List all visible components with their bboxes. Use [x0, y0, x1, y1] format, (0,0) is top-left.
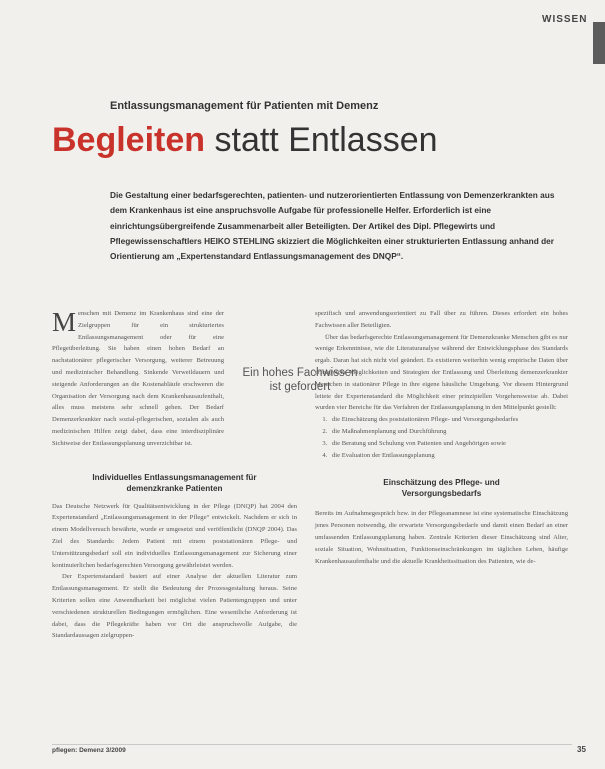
intro-paragraph [52, 308, 224, 450]
right-paragraph-2: Über das bedarfsgerechte Entlassungsmanagement für Demenzkranke Menschen gibt es nur wenige Erkenntnisse, wie die Literaturanalyse während der Entwicklungsphase des Standards ergab. Daran hat sich nicht viel geändert. Es existieren weiterhin wenig empirische Daten über erfolgreiche Möglichkeiten und Strategien der Entlassung und Überleitung demenzerkrankter Menschen in stationärer Pflege in ihre eigene häusliche Umgebung. Vor diesem Hintergrund leitete der Expertenstandard die Möglichkeit einer prinzipiellen Vorgehensweise ab. Dabei wurden vier Bereiche für das Verfahren der Entlassungsplanung in den Mittelpunkt gestellt: [315, 333, 568, 412]
right-column [315, 308, 568, 567]
page-number: 35 [577, 745, 586, 754]
article-lead [110, 188, 565, 264]
steps-list [315, 414, 568, 461]
left-subhead: Individuelles Entlassungsmanagement für demenzkranke Patienten [92, 472, 257, 493]
list-item: 4. die Evaluation der Entlassungsplanung [329, 450, 568, 462]
lead-text: Die Gestaltung einer bedarfsgerechten, patienten- und nutzerorientierten Entlassung von Demenzerkrankten aus dem Krankenhaus ist eine anspruchsvolle Aufgabe für professionelle Helfer. Erforderlich ist eine einrichtungsübergreifende Zusammenarbeit aller Beteiligten. Der Artikel des Dipl. Pflegewirts und Pflegewissenschaftlers HEIKO STEHLING skizziert die Möglichkeiten einer strukturierten Entlassung anhand der Orientierung am „Expertenstandard Entlassungsmanagement des DNQP“. [110, 190, 555, 262]
footer-journal: pflegen: Demenz 3/2009 [52, 747, 126, 754]
section-label: WISSEN [542, 14, 588, 25]
dropcap: M [52, 307, 77, 337]
right-paragraph-1: spezifisch und anwendungsorientiert zu Fall über zu führen. Dieses erfordert ein hohes Fachwissen aller Beteiligten. [315, 310, 568, 329]
left-column [52, 308, 297, 642]
article-kicker: Entlassungsmanagement für Patienten mit Demenz [110, 100, 379, 112]
list-item: 2. die Maßnahmenplanung und Durchführung [329, 426, 568, 438]
list-item: 1. die Einschätzung des poststationären Pflege- und Versorgungsbedarfes [329, 414, 568, 426]
intro-text: enschen mit Demenz im Krankenhaus sind eine der Zielgruppen für ein strukturiertes Entlassungsmanagement oder für eine Pflegeüberleitung. Sie haben einen hohen Bedarf an nachstationärer pflegerischer Versorgung, weiterer Betreuung und medizinischer Behandlung. Sinkende Verweildauern und steigende Anforderungen an die Kostenabläufe erschweren die Organisation der Versorgung nach dem Krankenhausaufenthalt, alles muss meistens sehr schnell gehen. Der Bedarf Demenzerkrankter nach sozial-pflegerischen, sozialen als auch medizinischen Hilfen zeigt dabei, dass eine interdisziplinäre Sichtweise der Entlassungsplanung unverzichtbar ist. [52, 310, 224, 447]
section-tab-edge [593, 22, 605, 64]
left-paragraph-1: Das Deutsche Netzwerk für Qualitätsentwicklung in der Pflege (DNQP) hat 2004 den Expertenstandard „Entlassungsmanagement in der Pflege“ entwickelt. Nachdem er sich in einem Modellversuch bewährte, wurde er umgesetzt und veröffentlicht (DNQP 2004). Das Ziel des Standards: Jedem Patient mit einem poststationären Pflege- und Unterstützungsbedarf soll ein individuelles Entlassungsmanagement zur Sicherung einer kontinuierlichen bedarfsgerechten Versorgung gewährleistet werden. [52, 502, 297, 569]
headline-rest: statt Entlassen [214, 121, 438, 159]
right-paragraph-3: Bereits im Aufnahmegespräch bzw. in der Pflegeanamnese ist eine systematische Einschätzung jenes Personen notwendig, die erwartete Versorgungsbedarfe und damit einen Bedarf an einer umfassenden Entlassungsplanung haben. Zentrale Kriterien dieser Einschätzung sind Alter, soziale Situation, Wohnsituation, Funktionseinschränkungen im täglichen Leben, häufige Krankenhausaufenthalte und die aktuelle Krankheitssituation des Patienten, wie de- [315, 510, 568, 565]
footer-rule [52, 744, 572, 745]
headline-highlight: Begleiten [52, 121, 206, 159]
article-headline [52, 120, 438, 160]
pull-quote: Ein hohes Fachwissen ist gefordert [242, 367, 358, 393]
list-item: 3. die Beratung und Schulung von Patienten und Angehörigen sowie [329, 438, 568, 450]
right-subhead: Einschätzung des Pflege- und Versorgungsbedarfs [383, 478, 500, 499]
left-paragraph-2: Der Expertenstandard basiert auf einer Analyse der aktuellen Literatur zum Entlassungsmanagement. Er stellt die Bedeutung der Prozessgestaltung heraus. Seine Kriterien sollen eine Anwendbarkeit bei möglichst vielen Patientengruppen und unter verschiedenen strukturellen Bedingungen ermöglichen. Eine wesentliche Anforderung ist dabei, dass die Pflegekräfte haben vor Ort die anspruchsvolle Aufgabe, die Standardaussagen zielgruppen- [52, 573, 297, 640]
